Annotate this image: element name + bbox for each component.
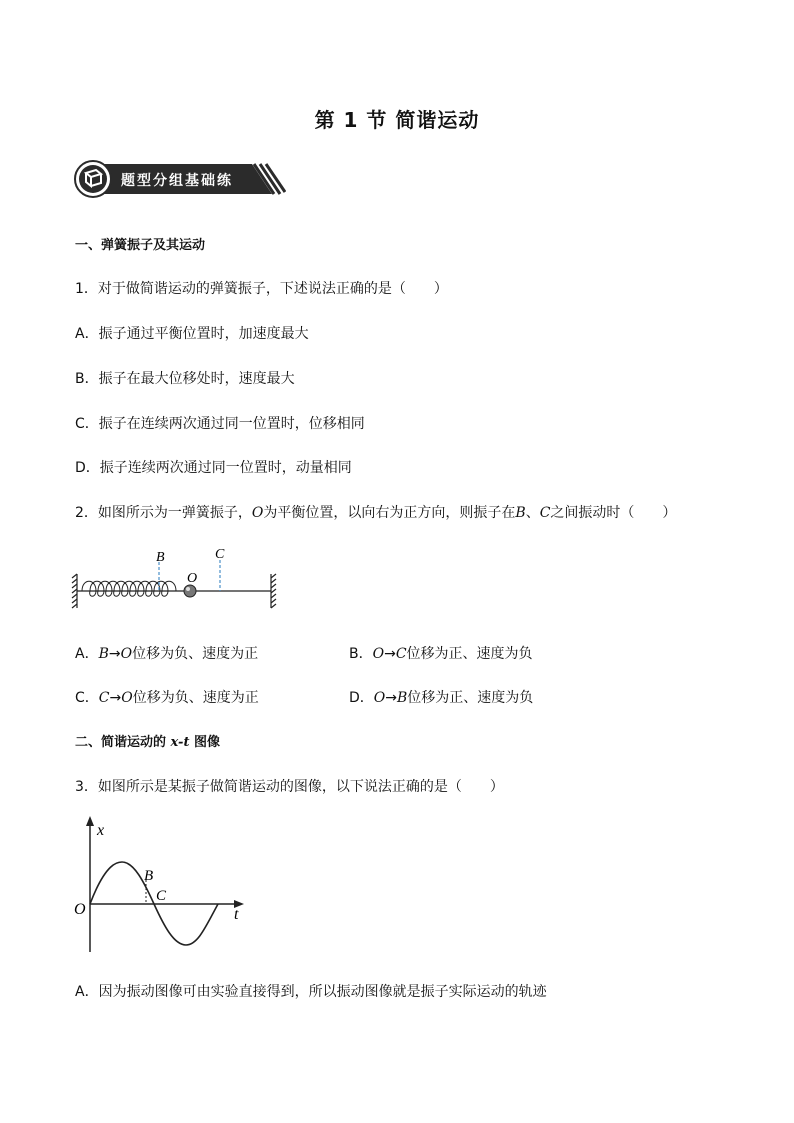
x-axis-label: t [234,906,239,923]
q2-var-c: C [539,505,551,521]
page-title: 第 1 节 简谐运动 [314,108,480,132]
q2-option-b [349,643,533,663]
q1-option-b: B．振子在最大位移处时，速度最大 [75,371,295,387]
question-3-stem: 3．如图所示是某振子做简谐运动的图像，以下说法正确的是（ ） [75,779,504,795]
option-text: 位移为负、速度为正 [132,690,259,706]
label-o: O [187,571,198,586]
q2-var-o: O [251,505,264,521]
section-label-part: 图像 [189,735,220,750]
label-c: C [215,547,225,562]
section-heading [75,731,220,750]
y-axis-label: x [97,822,105,839]
q1-option-d: D．振子连续两次通过同一位置时，动量相同 [75,460,352,476]
option-var: O [120,646,133,662]
option-var: C [395,646,407,662]
q2-stem-part: 2．如图所示为一弹簧振子， [75,505,252,521]
section-var: x-t [170,735,190,750]
spring-oscillator-figure [70,540,285,615]
label-b: B [156,550,165,565]
arrow-icon: → [384,646,396,662]
q2-stem-part: 之间振动时（ ） [550,505,677,521]
oscillator-ball [184,585,196,597]
y-arrow-icon [86,816,94,826]
q3-option-a: A．因为振动图像可由实验直接得到，所以振动图像就是振子实际运动的轨迹 [75,984,547,1000]
banner-label: 题型分组基础练 [121,173,233,189]
q1-option-a: A．振子通过平衡位置时，加速度最大 [75,326,309,342]
option-var: O [121,690,133,706]
option-prefix: D． [349,690,374,706]
q1-option-c: C．振子在连续两次通过同一位置时，位移相同 [75,416,365,432]
option-var: B [98,646,109,662]
arrow-icon: → [109,690,122,706]
q2-stem-part: 为平衡位置，以向右为正方向，则振子在 [263,505,516,521]
option-var: B [397,690,408,706]
section-banner [74,160,286,198]
section-heading: 一、弹簧振子及其运动 [75,238,206,253]
option-prefix: C． [75,690,99,706]
q2-var-b: B [515,505,526,521]
right-wall [271,574,276,608]
spring [77,581,184,596]
option-prefix: B． [349,646,373,662]
option-text: 位移为正、速度为负 [407,690,534,706]
origin-label: O [74,901,86,918]
question-1-stem: 1．对于做简谐运动的弹簧振子，下述说法正确的是（ ） [75,281,448,297]
q2-option-c [75,687,259,707]
option-text: 位移为负、速度为正 [132,646,259,662]
arrow-icon: → [108,646,121,662]
left-wall [72,574,77,608]
question-2-stem [75,502,676,522]
option-var: O [373,690,386,706]
section-label-part: 二、简谐运动的 [75,735,171,750]
q2-stem-part: 、 [525,505,540,521]
q2-option-a [75,643,258,663]
q2-option-d [349,687,533,707]
option-var: O [372,646,385,662]
option-prefix: A． [75,646,99,662]
label-c: C [156,888,167,904]
option-text: 位移为正、速度为负 [406,646,533,662]
label-b: B [144,868,154,884]
arrow-icon: → [385,690,397,706]
xt-graph-figure [70,812,250,957]
option-var: C [98,690,110,706]
